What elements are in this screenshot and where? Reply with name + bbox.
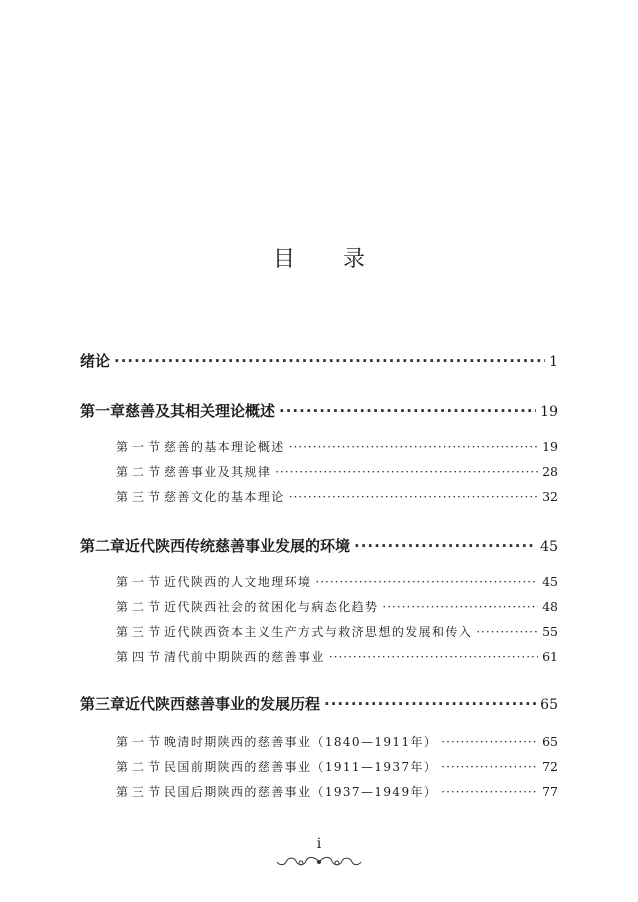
toc-entry-title: 晚清时期陕西的慈善事业（1840—1911年） <box>164 735 438 749</box>
toc-entry-page: 45 <box>542 574 558 589</box>
toc-entry-title: 慈善的基本理论概述 <box>164 440 285 454</box>
toc-entry-section[interactable] <box>116 438 558 455</box>
section-number: 第二节 <box>116 600 165 614</box>
toc-entry-section[interactable] <box>116 758 558 775</box>
toc-entry-title: 近代陕西的人文地理环境 <box>164 575 312 589</box>
toc-entry-page: 32 <box>542 489 558 504</box>
toc-entry-page: 61 <box>542 649 558 664</box>
toc-entry-page: 28 <box>542 464 558 479</box>
chapter-number: 第一章 <box>80 402 126 420</box>
toc-entry-title: 近代陕西社会的贫困化与病态化趋势 <box>164 600 379 614</box>
toc-entry-title: 慈善及其相关理论概述 <box>125 402 276 420</box>
toc-entry-page: 55 <box>542 624 558 639</box>
toc-entry-page: 19 <box>540 404 558 420</box>
toc-entry-title: 民国前期陕西的慈善事业（1911—1937年） <box>164 760 438 774</box>
chapter-number: 第三章 <box>80 695 126 713</box>
toc-entry-title: 慈善事业及其规律 <box>164 465 272 479</box>
leader-dots <box>354 537 536 555</box>
toc-entry-title: 近代陕西传统慈善事业发展的环境 <box>125 537 351 555</box>
leader-dots <box>476 625 538 639</box>
section-number: 第二节 <box>116 760 165 774</box>
leader-dots <box>441 760 538 774</box>
toc-entry-intro[interactable] <box>80 350 558 371</box>
toc-entry-page: 1 <box>549 354 558 370</box>
toc-entry-page: 72 <box>542 759 558 774</box>
section-number: 第一节 <box>116 735 165 749</box>
toc-entry-page: 65 <box>540 697 558 713</box>
section-number: 第一节 <box>116 440 165 454</box>
leader-dots <box>275 465 538 479</box>
toc-entry-title: 清代前中期陕西的慈善事业 <box>164 650 325 664</box>
toc-entry-section[interactable] <box>116 463 558 480</box>
toc-entry-title: 民国后期陕西的慈善事业（1937—1949年） <box>164 785 438 799</box>
leader-dots <box>315 575 538 589</box>
toc-entry-title: 近代陕西资本主义生产方式与救济思想的发展和传入 <box>164 625 473 639</box>
toc-entry-page: 19 <box>542 439 558 454</box>
toc-entry-section[interactable] <box>116 488 558 505</box>
toc-heading: 目录 <box>272 247 413 272</box>
toc-entry-title: 绪论 <box>80 352 111 370</box>
section-number: 第二节 <box>116 465 165 479</box>
toc-entry-page: 77 <box>542 784 558 799</box>
section-number: 第三节 <box>116 625 165 639</box>
toc-entry-chapter-3[interactable] <box>80 693 558 714</box>
section-number: 第三节 <box>116 785 165 799</box>
section-number: 第一节 <box>116 575 165 589</box>
section-number: 第四节 <box>116 650 165 664</box>
leader-dots <box>329 650 538 664</box>
toc-entry-page: 65 <box>542 734 558 749</box>
toc-entry-title: 近代陕西慈善事业的发展历程 <box>125 695 321 713</box>
toc-entry-page: 45 <box>540 539 558 555</box>
flourish-ornament-icon <box>274 854 364 870</box>
toc-entry-section[interactable] <box>116 623 558 640</box>
page-number: i <box>316 836 322 852</box>
toc-entry-section[interactable] <box>116 598 558 615</box>
chapter-number: 第二章 <box>80 537 126 555</box>
leader-dots <box>279 402 536 420</box>
leader-dots <box>289 490 538 504</box>
toc-entry-section[interactable] <box>116 648 558 665</box>
toc-entry-title: 慈善文化的基本理论 <box>164 490 285 504</box>
leader-dots <box>324 695 536 713</box>
toc-entry-chapter-1[interactable] <box>80 400 558 421</box>
toc-entry-section[interactable] <box>116 573 558 590</box>
leader-dots <box>114 352 545 370</box>
section-number: 第三节 <box>116 490 165 504</box>
toc-entry-section[interactable] <box>116 783 558 800</box>
leader-dots <box>289 440 538 454</box>
page-footer <box>0 836 638 870</box>
toc-entry-chapter-2[interactable] <box>80 535 558 556</box>
toc-entry-section[interactable] <box>116 733 558 750</box>
toc-entry-page: 48 <box>542 599 558 614</box>
leader-dots <box>441 785 538 799</box>
leader-dots <box>441 735 538 749</box>
leader-dots <box>382 600 538 614</box>
